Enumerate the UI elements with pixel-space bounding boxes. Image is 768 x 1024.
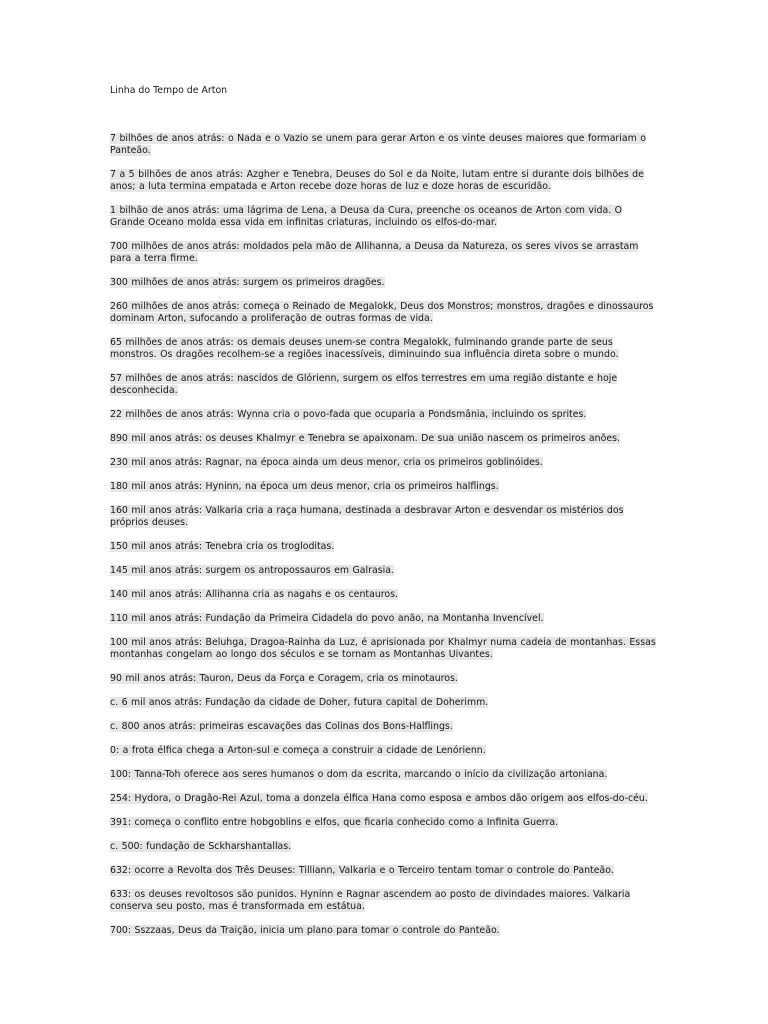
timeline-entry-text: c. 800 anos atrás: primeiras escavações das Colinas dos Bons-Halflings.	[110, 721, 453, 732]
timeline-entry-text: 0: a frota élfica chega a Arton-sul e começa a construir a cidade de Lenórienn.	[110, 745, 486, 756]
timeline-entry	[110, 541, 658, 553]
timeline-entry-text: 7 bilhões de anos atrás: o Nada e o Vazio se unem para gerar Arton e os vinte deuses maiores que formariam o Panteão.	[110, 133, 646, 156]
timeline-entry	[110, 409, 658, 421]
timeline-entry	[110, 589, 658, 601]
timeline-entry	[110, 337, 658, 361]
timeline-entry-text: 57 milhões de anos atrás: nascidos de Glórienn, surgem os elfos terrestres em uma região distante e hoje desconhecida.	[110, 373, 618, 396]
document-title: Linha do Tempo de Arton	[110, 85, 228, 96]
timeline-entry	[110, 565, 658, 577]
timeline-entry-text: 391: começa o conflito entre hobgoblins e elfos, que ficaria conhecido como a Infinita Guerra.	[110, 817, 559, 828]
timeline-entry-text: 254: Hydora, o Dragão-Rei Azul, toma a donzela élfica Hana como esposa e ambos dão origem aos elfos-do-céu.	[110, 793, 648, 804]
timeline-entry	[110, 745, 658, 757]
timeline-entry-text: 1 bilhão de anos atrás: uma lágrima de Lena, a Deusa da Cura, preenche os oceanos de Arton com vida. O Grande Oceano molda essa vida em infinitas criaturas, incluindo os elfos-do-mar.	[110, 205, 623, 228]
timeline-entry	[110, 613, 658, 625]
timeline-entry-text: c. 6 mil anos atrás: Fundação da cidade de Doher, futura capital de Doherimm.	[110, 697, 489, 708]
timeline-entry-text: 22 milhões de anos atrás: Wynna cria o povo-fada que ocuparia a Pondsmânia, incluindo os sprites.	[110, 409, 587, 420]
timeline-entry-text: 100 mil anos atrás: Beluhga, Dragoa-Rainha da Luz, é aprisionada por Khalmyr numa cadeia de montanhas. Essas montanhas congelam ao longo dos séculos e se tornam as Montanhas Uivantes.	[110, 637, 656, 660]
timeline-entry-text: 260 milhões de anos atrás: começa o Reinado de Megalokk, Deus dos Monstros; monstros, dragões e dinossauros dominam Arton, sufocando a proliferação de outras formas de vida.	[110, 301, 654, 324]
timeline-entry-text: 700 milhões de anos atrás: moldados pela mão de Allihanna, a Deusa da Natureza, os seres vivos se arrastam para a terra firme.	[110, 241, 639, 264]
timeline-entry	[110, 301, 658, 325]
timeline-entry-text: 633: os deuses revoltosos são punidos. Hyninn e Ragnar ascendem ao posto de divindades maiores. Valkaria conserva seu posto, mas é transformada em estátua.	[110, 889, 631, 912]
timeline-entry	[110, 457, 658, 469]
timeline-entry-text: 180 mil anos atrás: Hyninn, na época um deus menor, cria os primeiros halflings.	[110, 481, 499, 492]
timeline-entry	[110, 865, 658, 877]
timeline-entry-text: 300 milhões de anos atrás: surgem os primeiros dragões.	[110, 277, 385, 288]
timeline-entry-text: 110 mil anos atrás: Fundação da Primeira Cidadela do povo anão, na Montanha Invencível.	[110, 613, 544, 624]
timeline-entries	[110, 133, 658, 949]
timeline-entry	[110, 793, 658, 805]
timeline-entry-text: 140 mil anos atrás: Allihanna cria as nagahs e os centauros.	[110, 589, 399, 600]
timeline-entry-text: 160 mil anos atrás: Valkaria cria a raça humana, destinada a desbravar Arton e desvendar os mistérios dos próprios deuses.	[110, 505, 624, 528]
timeline-entry-text: 150 mil anos atrás: Tenebra cria os trogloditas.	[110, 541, 335, 552]
timeline-entry	[110, 769, 658, 781]
timeline-entry	[110, 205, 658, 229]
timeline-entry	[110, 721, 658, 733]
timeline-entry	[110, 925, 658, 937]
timeline-entry	[110, 169, 658, 193]
timeline-entry	[110, 817, 658, 829]
timeline-entry	[110, 133, 658, 157]
timeline-entry-text: c. 500: fundação de Sckharshantallas.	[110, 841, 292, 852]
timeline-entry	[110, 505, 658, 529]
timeline-entry	[110, 433, 658, 445]
timeline-entry	[110, 481, 658, 493]
timeline-entry-text: 230 mil anos atrás: Ragnar, na época ainda um deus menor, cria os primeiros goblinóides.	[110, 457, 543, 468]
timeline-entry-text: 700: Sszzaas, Deus da Traição, inicia um plano para tomar o controle do Panteão.	[110, 925, 500, 936]
timeline-entry	[110, 637, 658, 661]
timeline-entry	[110, 673, 658, 685]
timeline-entry-text: 145 mil anos atrás: surgem os antropossauros em Galrasia.	[110, 565, 394, 576]
timeline-entry	[110, 889, 658, 913]
timeline-entry-text: 632: ocorre a Revolta dos Três Deuses: Tilliann, Valkaria e o Terceiro tentam tomar o controle do Panteão.	[110, 865, 614, 876]
timeline-entry	[110, 373, 658, 397]
timeline-entry-text: 90 mil anos atrás: Tauron, Deus da Força e Coragem, cria os minotauros.	[110, 673, 458, 684]
timeline-entry	[110, 697, 658, 709]
timeline-entry-text: 65 milhões de anos atrás: os demais deuses unem-se contra Megalokk, fulminando grande parte de seus monstros. Os dragões recolhem-se a regiões inacessíveis, diminuindo sua influência direta sobre o mundo.	[110, 337, 619, 360]
timeline-entry-text: 7 a 5 bilhões de anos atrás: Azgher e Tenebra, Deuses do Sol e da Noite, lutam entre si durante dois bilhões de anos; a luta termina empatada e Arton recebe doze horas de luz e doze horas de escuridão.	[110, 169, 644, 192]
timeline-entry	[110, 841, 658, 853]
timeline-entry	[110, 277, 658, 289]
timeline-entry-text: 100: Tanna-Toh oferece aos seres humanos o dom da escrita, marcando o início da civilização artoniana.	[110, 769, 608, 780]
timeline-entry-text: 890 mil anos atrás: os deuses Khalmyr e Tenebra se apaixonam. De sua união nascem os primeiros anões.	[110, 433, 620, 444]
timeline-entry	[110, 241, 658, 265]
